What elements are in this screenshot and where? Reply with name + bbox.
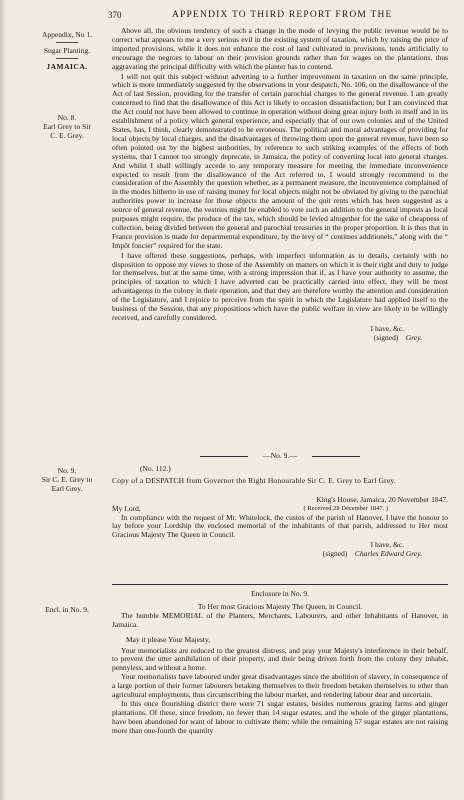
margin-note-no9: No. 9. Sir C. E. Grey to Earl Grey.	[41, 466, 93, 493]
paragraph: Your memorialists have laboured under great disadvantages since the abolition of slavery, in consequence of a large portion of their former labourers betaking themselves to their freedom betaken themselves to other than agricultural employments, thus circumscribing the labour market, and rendering labour dear and uncertain.	[112, 672, 448, 700]
signature: (signed) Grey.	[373, 332, 422, 342]
page-number: 370	[108, 10, 122, 20]
paragraph: In this once flourishing district there were 71 sugar estates, besides numerous grazing farms and ginger plantations. Of these, since freedom, no fewer than 14 sugar estates, and the whole of the ginger plantations, have been abandoned for want of labour to cultivate them; while the remaining 57 sugar estates are not raising more than one-fourth the quantity	[112, 698, 448, 735]
margin-note-appendix: Appendix, No 1. Sugar Planting. JAMAICA.	[42, 30, 92, 71]
closing: I have, &c.	[370, 323, 404, 333]
section-divider: —No. 9.—	[263, 451, 297, 460]
margin-note-no8: No. 8. Earl Grey to Sir C. E. Grey.	[43, 113, 91, 140]
place-date: King's House, Jamaica, 20 November 1847.	[316, 494, 448, 504]
running-head: APPENDIX TO THIRD REPORT FROM THE	[172, 10, 393, 20]
paragraph: I have offered these suggestions, perhaps, with imperfect information as to details, certainly with no disposition to oppose my views to those of the Assembly on matters on which it is their right and duty to judge for themselves, but at the same time, with a strong impression that if, as I have your authority to assume, the principles of taxation to which I have adverted can be practically carried into effect, they will be most advantageous to the colony in their operation, and that they are therefore worthy the attention and consideration of the Legislature, and I rejoice to perceive from the spirit in which the Legislature had applied itself to the business of the Session, that any propositions which have the public welfare in view are likely to be willingly received, and carefully considered.	[112, 250, 448, 322]
page-header	[0, 10, 464, 24]
closing: I have, &c.	[370, 540, 404, 550]
paragraph: In compliance with the request of Mr. Whitelock, the custos of the parish of Hanover, I have the honour to lay before your Lordship the enclosed memorial of the inhabitants of that parish, addressed to Her most Gracious Majesty The Queen in Council.	[112, 512, 448, 540]
despatch-title: Copy of a DESPATCH from Governor the Right Honourable Sir C. E. Grey to Earl Grey.	[112, 475, 396, 485]
signature: (signed) Charles Edward Grey.	[322, 549, 422, 559]
despatch-number: (No. 112.)	[140, 464, 171, 473]
enclosure-heading: Enclosure in No. 9.	[250, 589, 310, 598]
margin-note-enclosure: Encl. in No. 9.	[45, 605, 89, 614]
despatch-no9	[112, 465, 448, 558]
received-date: ( Received 28 December 1847. )	[303, 504, 388, 512]
memorial-title: The humble MEMORIAL of the Planters, Merchants, Labourers, and other Inhabitants of Hanover, in Jamaica.	[112, 610, 448, 629]
letter-no8-body	[112, 27, 448, 342]
paragraph: I will not quit this subject without adverting to a further improvement in taxation on the same principle, which is more immediately suggested by the observations in your despatch, No. 106, on the disallowance of the Act of last Session, providing for the transfer of certain parochial charges to the general revenue. I am greatly concerned to find that the disallowance of this Act is likely to occasion dissatisfaction; but I am convinced that the Act could not have been allowed to continue in operation without doing great injury both in itself and in its establishment of a policy which general experience, and especially that of our own colonies and of the United States, has, I think, clearly demonstrated to be erroneous. The political and moral advantages of providing for local objects by local charges, and the disadvantages of throwing them upon the general revenue, have been so often pointed out by the highest authorities, by reference to such striking examples of the effects of both systems, that I cannot too strongly deprecate, in Jamaica, the policy of converting local into general charges. And whilst I shall willingly accede to any temporary measure for meeting the immediate inconvenience expected to result from the disallowance of the Act referred to, I would strongly recommend to the consideration of the Assembly the question whether, as a permanent measure, the inconvenience complained of in the modes hitherto in use of raising money for local objects might not be obviated by giving to the parochial authorities power to increase for those objects the amount of the quit rents which has been suggested as a source of general revenue, the vestries might be enabled to vote such an addition to the general imposts as local purposes might require, the produce of the tax, which should be levied altogether for the sake of cheapness of collection, being divided between the general and parochial treasuries in the proper proportion. It is thus that in France provision is made for departmental expenditure, by the levy of “ centimes additionels,” along with the “ Impôt foncier” required for the state.	[112, 71, 448, 250]
address-line: May it please Your Majesty,	[126, 634, 211, 644]
binding-shadow	[0, 0, 6, 800]
divider-line-right	[312, 456, 360, 457]
enclosure-memorial	[112, 590, 448, 736]
paragraph: Your memorialists are reduced to the greatest distress, and pray your Majesty's interference in their behalf, to prevent the utter annihilation of their property, and their being driven forth from the colony they inhabit, pennyless, and without a home.	[112, 645, 448, 673]
paragraph: Above all, the obvious tendency of such a change in the mode of levying the public revenue would be to correct what appears to me a very serious evil in the existing system of taxation, which by raising the price of imported provisions, while it does not enhance the cost of land cultivated in provisions, tends artificially to encourage the negroes to labour on their provision grounds rather than for wages on the plantations, thus aggravating the principal difficulty with which the planter has to contend.	[112, 26, 448, 71]
salutation: My Lord,	[112, 503, 141, 513]
memorial-addressee: To Her most Gracious Majesty The Queen, in Council.	[197, 601, 363, 611]
horizontal-rule	[112, 584, 448, 585]
